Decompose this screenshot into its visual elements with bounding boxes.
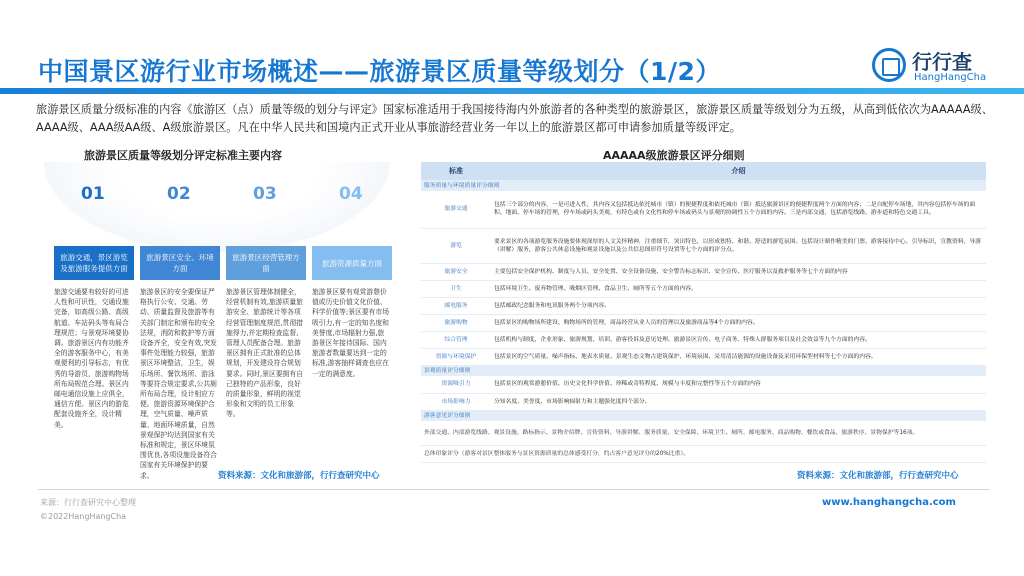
item-number: 02 bbox=[167, 184, 191, 204]
table-cell-full: 总体印象评分（游客对景区整体服务与景区资源质量的总体感受打分，约占客户意见评分的20%比重）。 bbox=[421, 445, 986, 462]
item-label: 旅游景区经营管理方面 bbox=[226, 246, 306, 280]
right-source-note: 资料来源：文化和旅游部，行行查研究中心 bbox=[797, 471, 959, 481]
table-cell-std: 市场影响力 bbox=[421, 393, 491, 410]
header-divider bbox=[0, 88, 1024, 94]
scoring-table bbox=[421, 162, 986, 463]
item-number: 03 bbox=[253, 184, 277, 204]
table-header-desc: 介绍 bbox=[491, 162, 986, 180]
left-section-title: 旅游景区质量等级划分评定标准主要内容 bbox=[84, 149, 282, 162]
table-cell-desc: 包括景区的观赏游憩价值、历史文化科学价值、珍稀或奇特程度、规模与丰度和完整性等五个方面的内容 bbox=[491, 376, 986, 393]
table-cell-full: 外部交通、内部游览线路、观景设施、路标指示、景物介绍牌、宣传资料、导游讲解、服务质量、安全保障、环境卫生、厕所、邮电服务、商品购物、餐饮或食品、旅游秩序、景物保护等16项。 bbox=[421, 421, 986, 445]
table-cell-std: 资源吸引力 bbox=[421, 376, 491, 393]
right-section-title: AAAAA级旅游景区评分细则 bbox=[603, 149, 745, 162]
table-cell-desc: 要求景区的各项游览服务设施要体现深厚的人文关怀精神，注重细节，突出特色，以形成独特、和谐、舒适的游览氛围。包括设计制作精美的门票、游客接待中心、引导标识，宣教资料，导游（讲解）服务，游客公共休息设施和观景设施以及公共信息图形符号设置等七个方面的评分点。 bbox=[491, 228, 986, 263]
table-section: 服务质量与环境质量评分细则 bbox=[421, 180, 986, 191]
item-text: 旅游交通要有较好的可进人性和可识性，交通设施完备，如高级公路、高级航道、车站码头等布局合理规范；与景观环境要协调。旅游景区内有功能齐全的游客服务中心，有美观便利的引导标志，有优秀的导游员，旅游购物场所布局规范合理。景区内邮电通信设施上应俱全，通信方便。景区内的游览配套设施齐全，设计精美。 bbox=[54, 288, 129, 429]
table-section: 游客意见评分细则 bbox=[421, 410, 986, 421]
left-source-note: 资料来源：文化和旅游部，行行查研究中心 bbox=[218, 471, 380, 481]
table-cell-std: 旅游购物 bbox=[421, 314, 491, 331]
item-label: 旅游资源质量方面 bbox=[312, 246, 392, 280]
logo bbox=[872, 46, 992, 86]
table-cell-std: 卫生 bbox=[421, 280, 491, 297]
table-cell-desc: 包括邮政纪念服务和电讯服务两个分项内容。 bbox=[491, 297, 986, 314]
table-cell-desc: 包括景区的购物场所建设、购物场所的管理，商品经营从业人员的管理以及旅游商品等4个方面的内容。 bbox=[491, 314, 986, 331]
item-label: 旅游交通，景区游览及旅游服务提供方面 bbox=[54, 246, 134, 280]
table-cell-desc: 包括三个部分的内容，一是可进入性，其内容又包括抵达依托城市（镇）的便捷程度和依托城市（镇）抵达旅游景区的便捷程度两个方面的内容；二是自配停车场地，其内容包括停车场的面积、地面、停车场的管理，停车场或码头美观，有特色或有文化性和停车场或码头与景观的协调性五个方面的内容。三是内部交通，包括游览线路，游步道和特色交通工具。 bbox=[491, 191, 986, 228]
table-cell-std: 旅游交通 bbox=[421, 191, 491, 228]
table-section: 景观质量评分细则 bbox=[421, 365, 986, 376]
item-text: 旅游景区要有观赏游憩价值或历史价值文化价值、科学价值等;景区要有市场吸引力,有一定的知名度和美誉度,市场辐射力强,旅游景区年接待国际、国内旅游者数量要达到一定的标准,游客抽样调查也应在一定的满意度。 bbox=[312, 288, 390, 378]
logo-icon bbox=[872, 48, 906, 82]
table-cell-std: 资源与环境保护 bbox=[421, 348, 491, 365]
table-cell-std: 游览 bbox=[421, 228, 491, 263]
item-label: 旅游景区安全、环境方面 bbox=[140, 246, 220, 280]
item-text: 旅游景区管理体制健全，经营机制有效,旅游质量旅游安全、旅游统计等各项经营管理制度规范,贯彻措施得力,并定期检查监督,管理人员配备合理。旅游景区拥有正式批准的总体规划，开发建设符合规划要求。同时,景区要拥有自己独特的产品形象，良好的质量形象，鲜明的视觉形象和文明的员工形象等。 bbox=[226, 288, 303, 419]
footer-url[interactable]: www.hanghangcha.com bbox=[822, 497, 956, 508]
logo-subtext: HangHangCha bbox=[914, 72, 987, 83]
table-cell-desc: 包括环境卫生、废弃物管理、吸烟区管理、食品卫生、厕所等五个方面的内容。 bbox=[491, 280, 986, 297]
logo-text: 行行查 bbox=[912, 50, 972, 74]
item-number: 01 bbox=[81, 184, 105, 204]
footer-divider bbox=[38, 489, 990, 490]
intro-paragraph: 旅游景区质量分级标准的内容《旅游区（点）质量等级的划分与评定》国家标准适用于我国接待海内外旅游者的各种类型的旅游景区，旅游景区质量等级划分为五级，从高到低依次为AAAAA级、AAAA级、AAA级AA级、A级旅游景区。凡在中华人民共和国境内正式开业从事旅游经营业务一年以上的旅游景区都可申请参加质量等级评定。 bbox=[36, 103, 993, 134]
table-cell-desc: 包括景区的空气质量、噪声指标、地表水质量、景观生态文物古建筑保护、环境氛围、采用清洁能源的设施设备及采用环保型材料等七个方面的内容。 bbox=[491, 348, 986, 365]
table-cell-desc: 主要包括安全保护机构、制度与人员、安全处置、安全设备设施、安全警告标志标识、安全宣传、医疗服务以及救护服务等七个方面的内容 bbox=[491, 263, 986, 280]
page-title: 中国景区游行业市场概述——旅游景区质量等级划分（1/2） bbox=[38, 57, 721, 86]
item-text: 旅游景区的安全要保证严格执行公安、交通、劳动、质量监督及旅游等有关部门制定和颁布的安全法规，消防和救护等方面设备齐全，安全有效,突发事件处理能力较强，旅游景区环境整洁，卫生，娱乐场所、餐饮场所、游泳等要符合规定要求,公共厕所布局合理，设计相应方便。旅游资源环境保护合理，空气质量、噪声质量、地面环境质量，自然景观保护均达到国家有关标准和规定，景区环境氛围优良,各项设施设备符合国家有关环境保护的要求。 bbox=[140, 288, 217, 480]
table-cell-std: 旅游安全 bbox=[421, 263, 491, 280]
footer-source: 来源：行行查研究中心整理 bbox=[40, 498, 136, 507]
item-number: 04 bbox=[339, 184, 363, 204]
table-cell-desc: 分知名度、美誉度、市场影响辐射力和主题强化度四个部分。 bbox=[491, 393, 986, 410]
table-cell-std: 邮电服务 bbox=[421, 297, 491, 314]
footer-copyright: ©2022HangHangCha bbox=[40, 512, 127, 521]
table-header-std: 标准 bbox=[421, 162, 491, 180]
table-cell-desc: 包括机构与制度，企业形象、旅游规划、培训、游客投诉及意见处理、旅游景区宣传、电子商务、特殊人群服务项目及社会效益等九个方面的内容。 bbox=[491, 331, 986, 348]
arc-decoration bbox=[44, 162, 390, 252]
table-cell-std: 综合管理 bbox=[421, 331, 491, 348]
